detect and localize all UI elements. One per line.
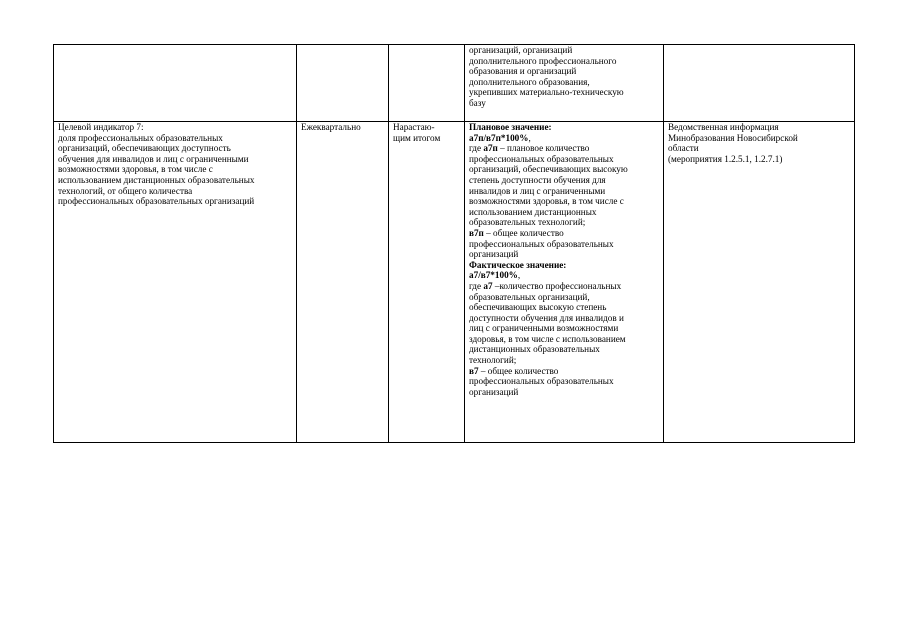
text-line: организаций, обеспечивающих доступность [58,143,231,154]
text-line: использованием дистанционных образовательных [58,174,255,185]
variable-a7: а7 [483,280,493,291]
text-line: доступности обучения для инвалидов и [469,312,624,323]
text-line: обучения для инвалидов и лиц с ограниченными [58,153,249,164]
text-line: организаций [469,249,519,260]
definition-text: – общее количество [478,365,559,376]
definition-line [469,228,659,239]
cell-calculation-continued [465,45,664,122]
actual-formula-line [469,270,659,281]
text-line: возможностями здоровья, в том числе с [469,196,624,207]
indicator-title: Целевой индикатор 7: [58,122,144,132]
cell-source [664,122,855,443]
text-line: технологий, от общего количества [58,185,193,196]
text-line: обеспечивающих высокую степень [469,302,607,313]
text-line: Минобразования Новосибирской [668,132,798,143]
actual-heading: Фактическое значение: [469,259,567,270]
definition-text: –количество профессиональных [492,280,622,291]
text-line: Нарастаю- [393,122,435,132]
text-line: доля профессиональных образовательных [58,132,223,143]
definition-text: – общее количество [483,227,564,238]
table-row-continuation [54,45,855,122]
cell-method [389,122,465,443]
variable-b7: в7 [469,365,479,376]
planned-formula: а7п/в7п*100% [469,132,529,143]
planned-heading: Плановое значение: [469,122,552,132]
variable-b7p: в7п [469,227,484,238]
text-line: профессиональных образовательных организаций [58,196,255,207]
text-line: образовательных организаций, [469,291,590,302]
definition-line [469,366,659,377]
text-line: здоровья, в том числе с использованием [469,333,626,344]
text-line: дополнительного профессионального [469,55,617,66]
planned-formula-line [469,133,659,144]
text-line: организаций [469,386,519,397]
table-row-indicator-7 [54,122,855,443]
text-line: области [668,143,699,154]
text-line: образовательных технологий; [469,217,586,228]
variable-a7p: а7п [483,143,498,154]
text-line: щим итогом [393,132,441,143]
actual-formula: а7/в7*100% [469,270,518,281]
text-line: профессиональных образовательных [469,153,614,164]
text-line: дистанционных образовательных [469,344,600,355]
text-line: профессиональных образовательных [469,238,614,249]
text-line: образования и организаций [469,66,577,77]
formula-tail: , [528,132,531,143]
cell-indicator-empty [54,45,297,122]
text-line: степень доступности обучения для [469,174,606,185]
where-prefix: где [469,280,484,291]
frequency-value: Ежеквартально [301,122,361,132]
where-prefix: где [469,143,484,154]
text-line: инвалидов и лиц с ограниченными [469,185,606,196]
indicators-table [53,44,855,443]
cell-source-empty [664,45,855,122]
definition-line [469,143,659,154]
cell-frequency [297,122,389,443]
definition-line [469,281,659,292]
text-line: организаций, организаций [469,45,573,55]
cell-frequency-empty [297,45,389,122]
text-line: технологий; [469,355,517,366]
text-line: лиц с ограниченными возможностями [469,323,619,334]
text-line: организаций, обеспечивающих высокую [469,164,628,175]
text-line: (мероприятия 1.2.5.1, 1.2.7.1) [668,153,783,164]
text-line: Ведомственная информация [668,122,779,132]
text-line: использованием дистанционных [469,206,597,217]
text-line: укрепивших материально-техническую [469,87,624,98]
text-line: возможностями здоровья, в том числе с [58,164,213,175]
text-line: профессиональных образовательных [469,376,614,387]
cell-indicator [54,122,297,443]
formula-tail: , [517,270,521,281]
text-line: дополнительного образования, [469,76,590,87]
definition-text: – плановое количество [497,143,590,154]
text-line: базу [469,97,486,108]
cell-method-empty [389,45,465,122]
cell-calculation [465,122,664,443]
